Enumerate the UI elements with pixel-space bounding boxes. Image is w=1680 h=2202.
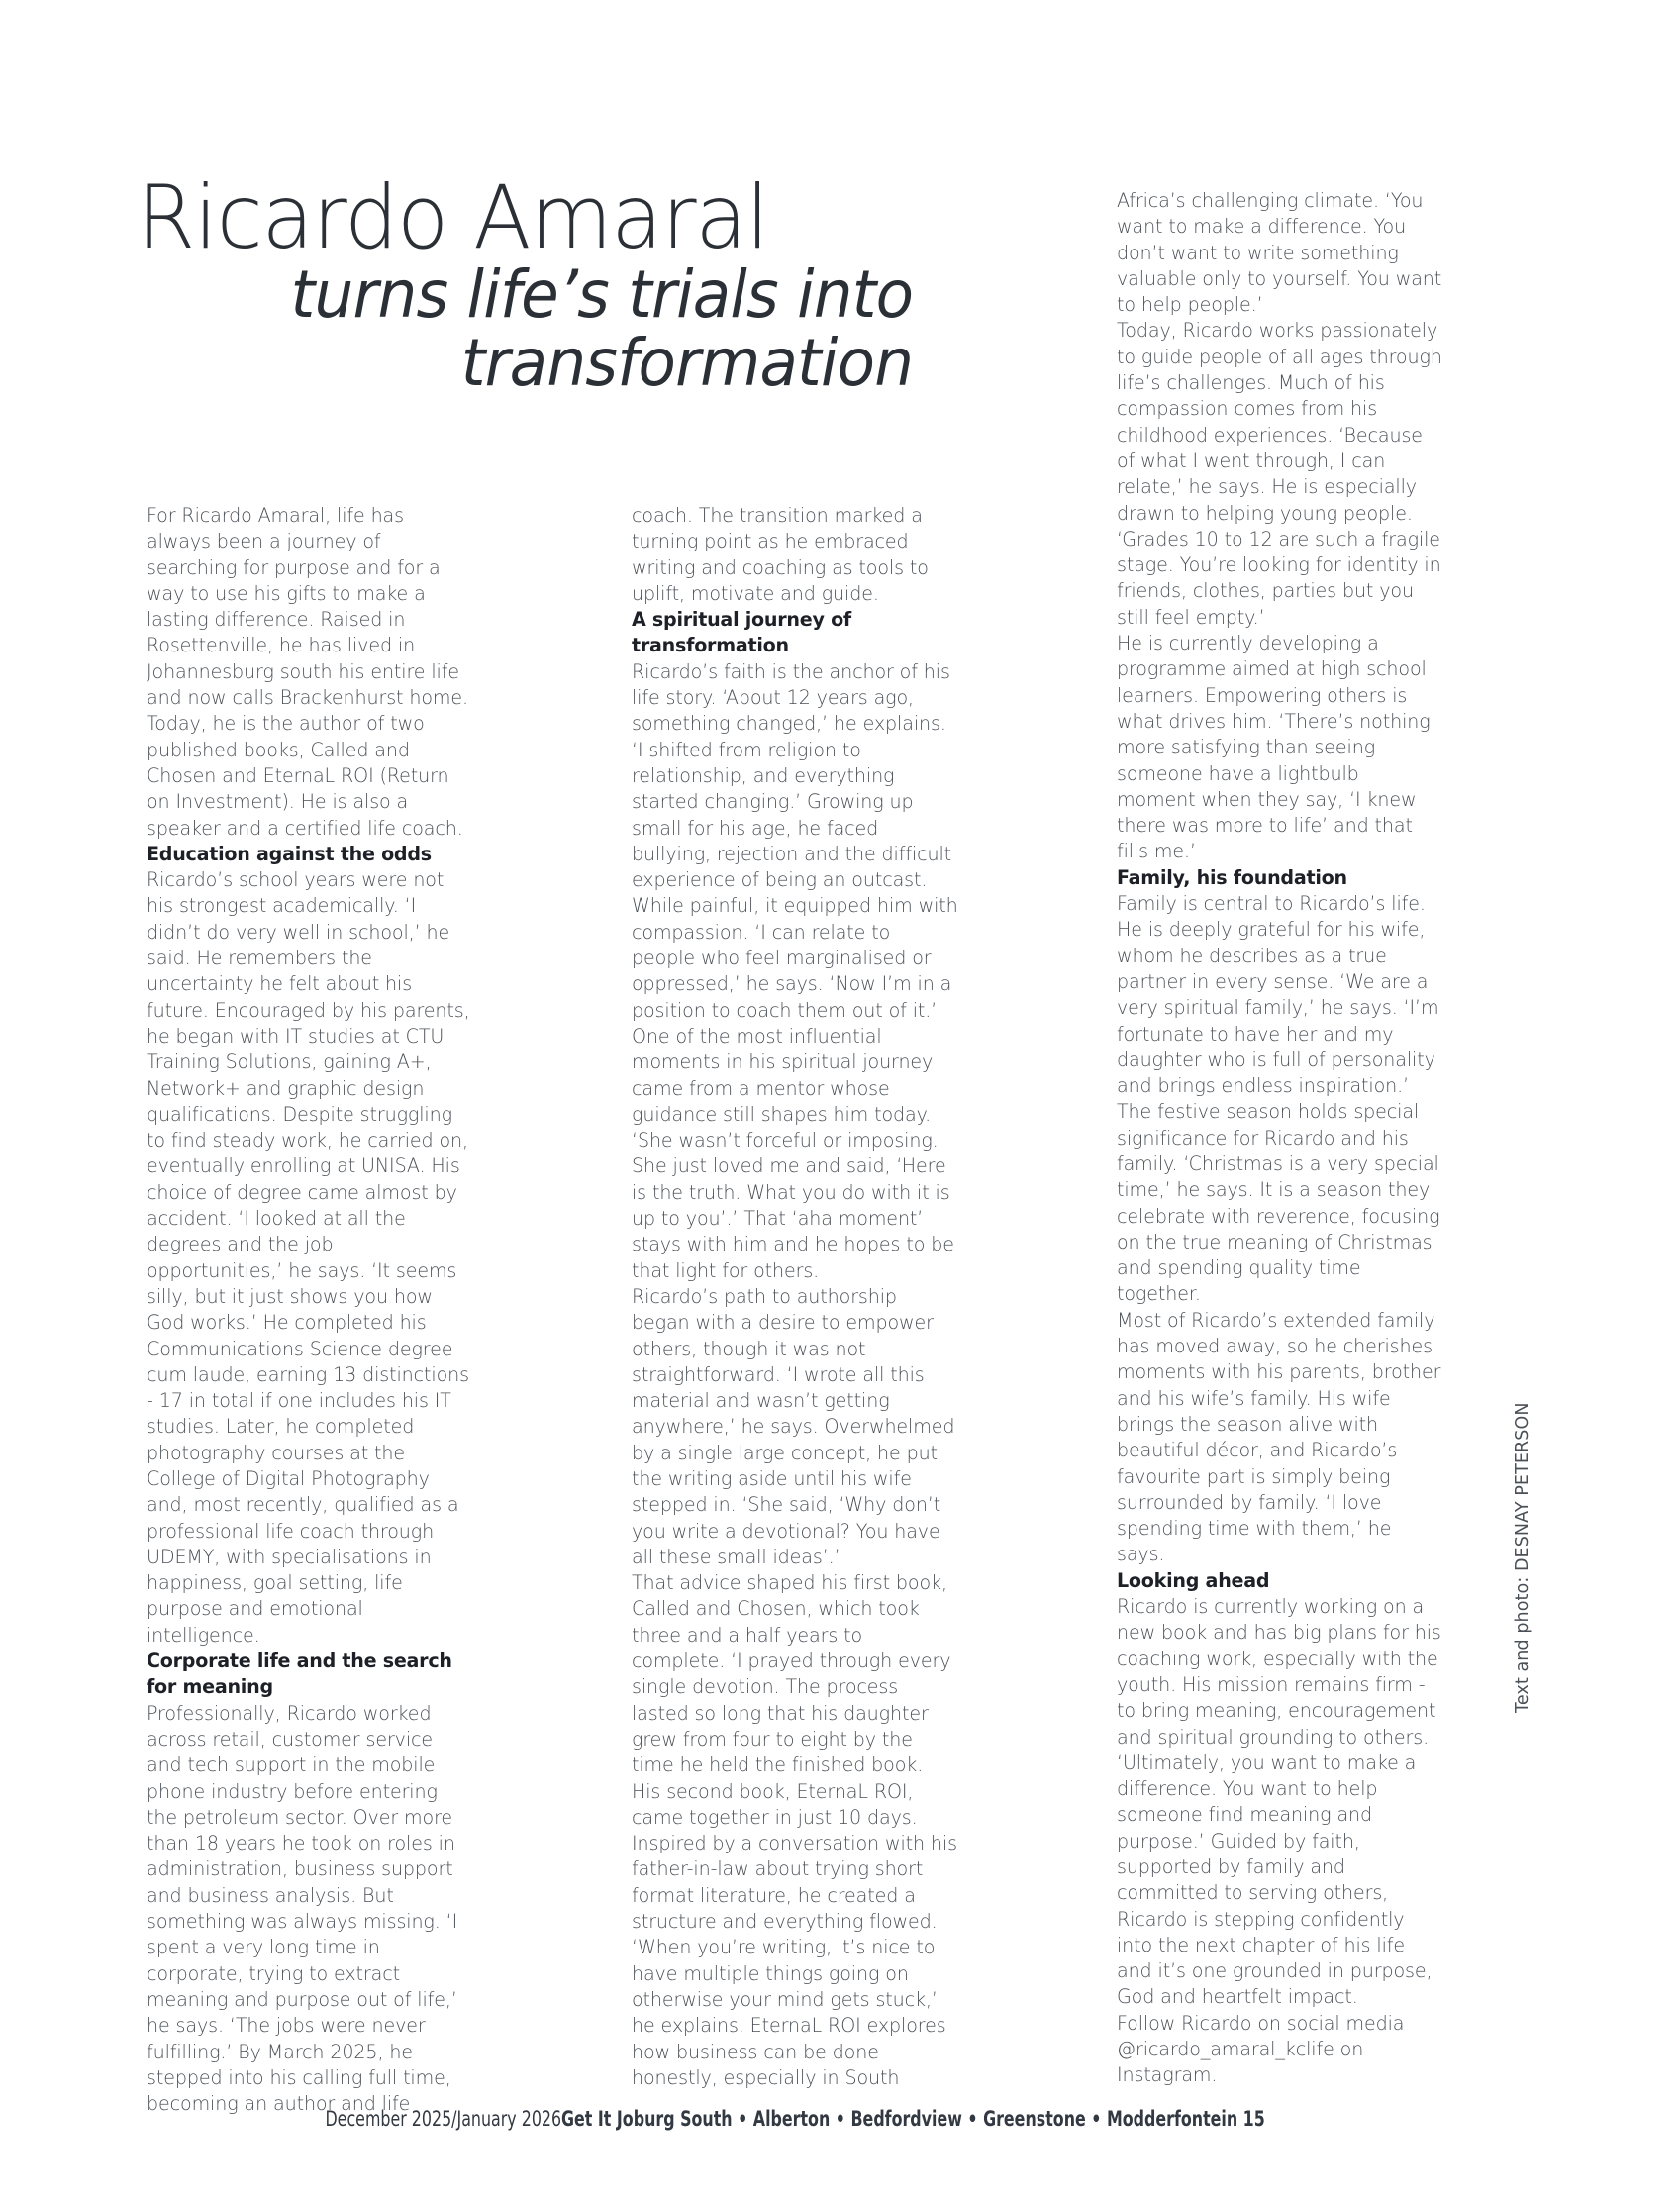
body-paragraph: His second book, EternaL ROI, came together in just 10 days. Inspired by a conversation with his father-in-law about trying short format literature, he created a structure and everything flowed. ‘When you’re writing, it’s nice to have multiple things going on otherwise your mind gets stuck,’ he explains. EternaL ROI explores how business can be done honestly, especially in South	[632, 1779, 957, 2089]
body-paragraph: One of the most influential moments in his spiritual journey came from a mentor whose guidance still shapes him today. ‘She wasn’t forceful or imposing. She just loved me and said, ‘Here is the truth. What you do with it is up to you’.’ That ‘aha moment’ stays with him and he hopes to be that light for others.	[632, 1024, 954, 1282]
body-paragraph: Family is central to Ricardo’s life. He is deeply grateful for his wife, whom he describes as a true partner in every sense. ‘We are a very spiritual family,’ he says. ‘I’m fortunate to have her and my daughter who is full of personality and brings endless inspiration.’	[1117, 892, 1439, 1098]
body-paragraph: Ricardo’s faith is the anchor of his life story. ‘About 12 years ago, something changed,’ he explains. ‘I shifted from religion to relationship, and everything started changing.’ Growing up small for his age, he faced bullying, rejection and the difficult experience of being an outcast. While painful, it equipped him with compassion. ‘I can relate to people who feel marginalised or oppressed,’ he says. ‘Now I’m in a position to coach them out of it.’	[632, 659, 958, 1022]
body-paragraph: coach. The transition marked a turning point as he embraced writing and coaching as tools to uplift, motivate and guide.	[632, 504, 929, 605]
body-paragraph: For Ricardo Amaral, life has always been a journey of searching for purpose and for a way to use his gifts to make a lasting difference. Raised in Rosettenville, he has lived in Johannesburg south his entire life and now calls Brackenhurst home. Today, he is the author of two published books, Called and Chosen and EternaL ROI (Return on Investment). He is also a speaker and a certified life coach.	[147, 504, 468, 840]
body-paragraph: Africa’s challenging climate. ‘You want to make a difference. You don’t want to write something valuable only to yourself. You want to help people.’	[1117, 189, 1442, 317]
footer-issue-date: December 2025/January 2026	[325, 2107, 562, 2131]
body-paragraph: The festive season holds special significance for Ricardo and his family. ‘Christmas is a very special time,’ he says. It is a season they celebrate with reverence, focusing on the true meaning of Christmas and spending quality time together.	[1117, 1100, 1440, 1306]
article-column-1	[147, 503, 473, 2117]
article-body	[147, 0, 1532, 2202]
section-heading: A spiritual journey of transformation	[632, 608, 851, 657]
footer-publication: Get It Joburg South • Alberton • Bedfordview • Greenstone • Modderfontein 15	[561, 2107, 1266, 2131]
body-paragraph: Ricardo is currently working on a new book and has big plans for his coaching work, especially with the youth. His mission remains firm - to bring meaning, encouragement and spiritual grounding to others.	[1117, 1595, 1441, 1749]
headline-subtitle-line-2: transformation	[460, 324, 914, 401]
body-paragraph: Follow Ricardo on social media @ricardo_amaral_kclife on Instagram.	[1117, 2011, 1405, 2087]
body-paragraph: He is currently developing a programme aimed at high school learners. Empowering others is what drives him. ‘There’s nothing more satisfying than seeing someone have a lightbulb moment when they say, ‘I knew there was more to life’ and that fills me.’	[1117, 632, 1431, 863]
photo-credit: Text and photo: DESNAY PETERSON	[1513, 1402, 1532, 1713]
section-heading: Looking ahead	[1117, 1568, 1270, 1592]
section-heading: Family, his foundation	[1117, 865, 1347, 889]
article-column-2	[632, 503, 958, 2091]
body-paragraph: That advice shaped his first book, Called and Chosen, which took three and a half years to complete. ‘I prayed through every single devotion. The process lasted so long that his daughter grew from four to eight by the time he held the finished book.	[632, 1571, 951, 1777]
section-heading: Corporate life and the search for meaning	[147, 1650, 452, 1699]
page-footer	[0, 2107, 1680, 2131]
body-paragraph: Ricardo’s path to authorship began with a desire to empower others, though it was not straightforward. ‘I wrote all this material and wasn’t getting anywhere,’ he says. Overwhelmed by a single large concept, he put the writing aside until his wife stepped in. ‘She said, ‘Why don’t you write a devotional? You have all these small ideas’.’	[632, 1284, 955, 1568]
page-title: Ricardo Amaral	[137, 166, 769, 268]
section-heading: Education against the odds	[147, 842, 432, 865]
headline-subtitle-line-1: turns life’s trials into	[290, 255, 914, 333]
body-paragraph: Most of Ricardo’s extended family has moved away, so he cherishes moments with his parents, brother and his wife’s family. His wife brings the season alive with beautiful décor, and Ricardo’s favourite part is simply being surrounded by family. ‘I love spending time with them,’ he says.	[1117, 1308, 1441, 1566]
article-column-3	[1117, 188, 1443, 2089]
body-paragraph: Today, Ricardo works passionately to guide people of all ages through life’s challenges. Much of his compassion comes from his childhood experiences. ‘Because of what I went through, I can relate,’ he says. He is especially drawn to helping young people. ‘Grades 10 to 12 are such a fragile stage. You’re looking for identity in friends, clothes, parties but you still feel empty.’	[1117, 319, 1442, 629]
body-paragraph: Ricardo’s school years were not his strongest academically. ‘I didn’t do very well in school,’ he said. He remembers the uncertainty he felt about his future. Encouraged by his parents, he began with IT studies at CTU Training Solutions, gaining A+, Network+ and graphic design qualifications. Despite struggling to find steady work, he carried on, eventually enrolling at UNISA. His choice of degree came almost by accident. ‘I looked at all the degrees and the job opportunities,’ he says. ‘It seems silly, but it just shows you how God works.’ He completed his Communications Science degree cum laude, earning 13 distinctions - 17 in total if one includes his IT studies. Later, he completed photography courses at the College of Digital Photography and, most recently, qualified as a professional life coach through UDEMY, with specialisations in happiness, goal setting, life purpose and emotional intelligence.	[147, 868, 470, 1647]
body-paragraph: ‘Ultimately, you want to make a difference. You want to help someone find meaning and purpose.’ Guided by faith, supported by family and committed to serving others, Ricardo is stepping confidently into the next chapter of his life and it’s one grounded in purpose, God and heartfelt impact.	[1117, 1751, 1433, 2009]
body-paragraph: Professionally, Ricardo worked across retail, customer service and tech support in the mobile phone industry before entering the petroleum sector. Over more than 18 years he took on roles in administration, business support and business analysis. But something was always missing. ‘I spent a very long time in corporate, trying to extract meaning and purpose out of life,’ he says. ‘The jobs were never fulfilling.’ By March 2025, he stepped into his calling full time, becoming an author and life	[147, 1701, 458, 2116]
